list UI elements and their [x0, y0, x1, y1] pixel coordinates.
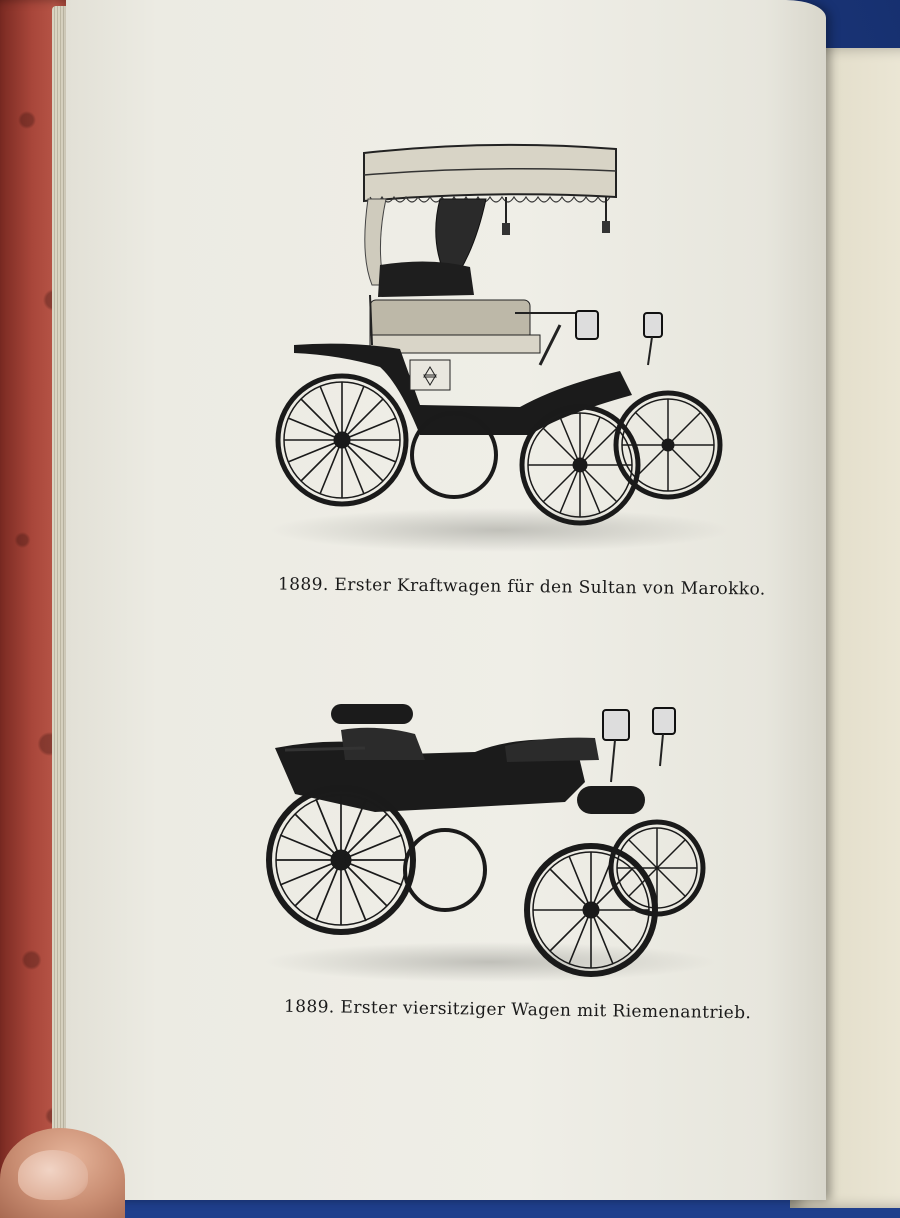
four-seater-car-illustration [255, 690, 725, 990]
sultan-motor-carriage-illustration [260, 135, 740, 555]
figure-caption-1: 1889. Erster Kraftwagen für den Sultan von Marokko. [277, 574, 766, 600]
figure-caption-2: 1889. Erster viersitziger Wagen mit Riemenantrieb. [283, 996, 752, 1024]
thumbnail [18, 1150, 88, 1200]
